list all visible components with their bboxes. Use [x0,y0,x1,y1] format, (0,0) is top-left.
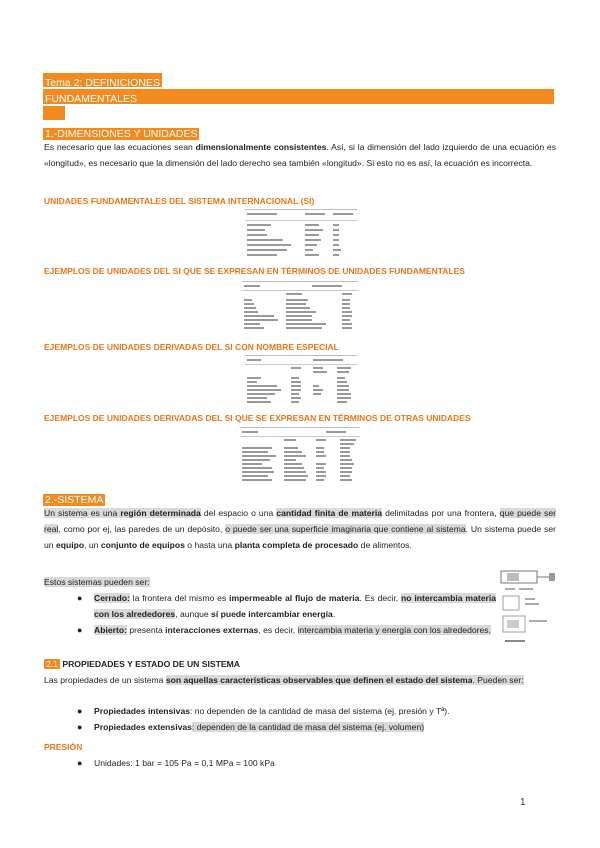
bullet-icon: ● [77,758,83,768]
subheading-derived-special: EJEMPLOS DE UNIDADES DERIVADAS DEL SI CON NOMBRE ESPECIAL [44,342,339,352]
section1-heading: 1.-DIMENSIONES Y UNIDADES [45,128,198,140]
section2-paragraph-definition [44,505,556,553]
text-segment: equipo [55,540,85,550]
system-diagram-figure [499,568,557,650]
table-si-units-examples [242,281,358,330]
text-segment: Un sistema es una [44,508,121,518]
table-derived-other [240,427,360,484]
presion-heading: PRESIÓN [44,742,83,752]
system-types-list [44,590,496,638]
section2-systems-intro: Estos sistemas pueden ser: [44,577,150,587]
subheading-fundamental-units: UNIDADES FUNDAMENTALES DEL SISTEMA INTERNACIONAL (SI) [44,196,315,206]
title-line-1: Tema 2: DEFINICIONES [43,73,162,87]
title-square [43,106,65,120]
bullet-icon: ● [77,706,83,716]
text-segment: . Un sistema puede ser un [44,524,556,550]
section1-paragraph: Es necesario que las ecuaciones sean dimensionalmente consistentes. Así, si la dimensión del lado izquierdo de una ecuación es «longitud», es necesario que la dimensión del lado derecho sea también «longitud». Si esto no es así, la ecuación es incorrecta. [44,142,556,168]
list-item-extensivas: ● Propiedades extensivas: dependen de la cantidad de masa del sistema (ej. volumen) [44,719,556,735]
list-item-cerrado: ● Cerrado: la frontera del mismo es impermeable al flujo de materia. Es decir, no intercambia materia con los alrededores, aunque sí puede intercambiar energía. [44,590,496,622]
properties-list [44,703,556,735]
subheading-si-units-examples: EJEMPLOS DE UNIDADES DEL SI QUE SE EXPRESAN EN TÉRMINOS DE UNIDADES FUNDAMENTALES [44,266,465,276]
properties-paragraph: Las propiedades de un sistema son aquellas características observables que definen el estado del sistema. Pueden ser: [44,675,524,685]
text-segment: planta completa de procesado [234,540,359,550]
text-segment: del espacio o una [200,508,277,518]
table-fundamental-units [245,209,357,258]
text-segment: o puede ser una superficie imaginaria que contiene al sistema [225,524,466,534]
text-segment: , como por ej, las paredes de un depósito, [58,524,226,534]
subheading-derived-other: EJEMPLOS DE UNIDADES DERIVADAS DEL SI QUE SE EXPRESAN EN TÉRMINOS DE OTRAS UNIDADES [44,413,471,423]
text-segment: cantidad finita de materia [276,508,383,518]
text-segment: conjunto de equipos [100,540,185,550]
page-number: 1 [520,797,526,808]
text-segment: , un [84,540,101,550]
subsection-2-1-heading: 2.1 PROPIEDADES Y ESTADO DE UN SISTEMA [46,659,240,669]
title-line-2: FUNDAMENTALES [45,93,137,105]
text-segment: de alimentos. [358,540,412,550]
bullet-icon: ● [77,593,83,603]
text-segment: región determinada [120,508,201,518]
list-item-intensivas: ● Propiedades intensivas: no dependen de la cantidad de masa del sistema (ej. presión y Tª). [44,703,556,719]
table-derived-special [245,355,357,404]
section2-heading: 2.-SISTEMA [45,494,104,506]
bullet-icon: ● [77,722,83,732]
list-item-abierto: ● Abierto: presenta interacciones externas, es decir, intercambia materia y energía con los alrededores. [44,622,496,638]
text-segment: que puede ser real [44,508,556,534]
list-item-presion-units: ● Unidades: 1 bar = 105 Pa = 0,1 MPa = 100 kPa [44,755,556,771]
bullet-icon: ● [77,625,83,635]
text-segment: o hasta una [184,540,235,550]
text-segment: delimitadas por una frontera, [382,508,500,518]
presion-list [44,755,556,771]
